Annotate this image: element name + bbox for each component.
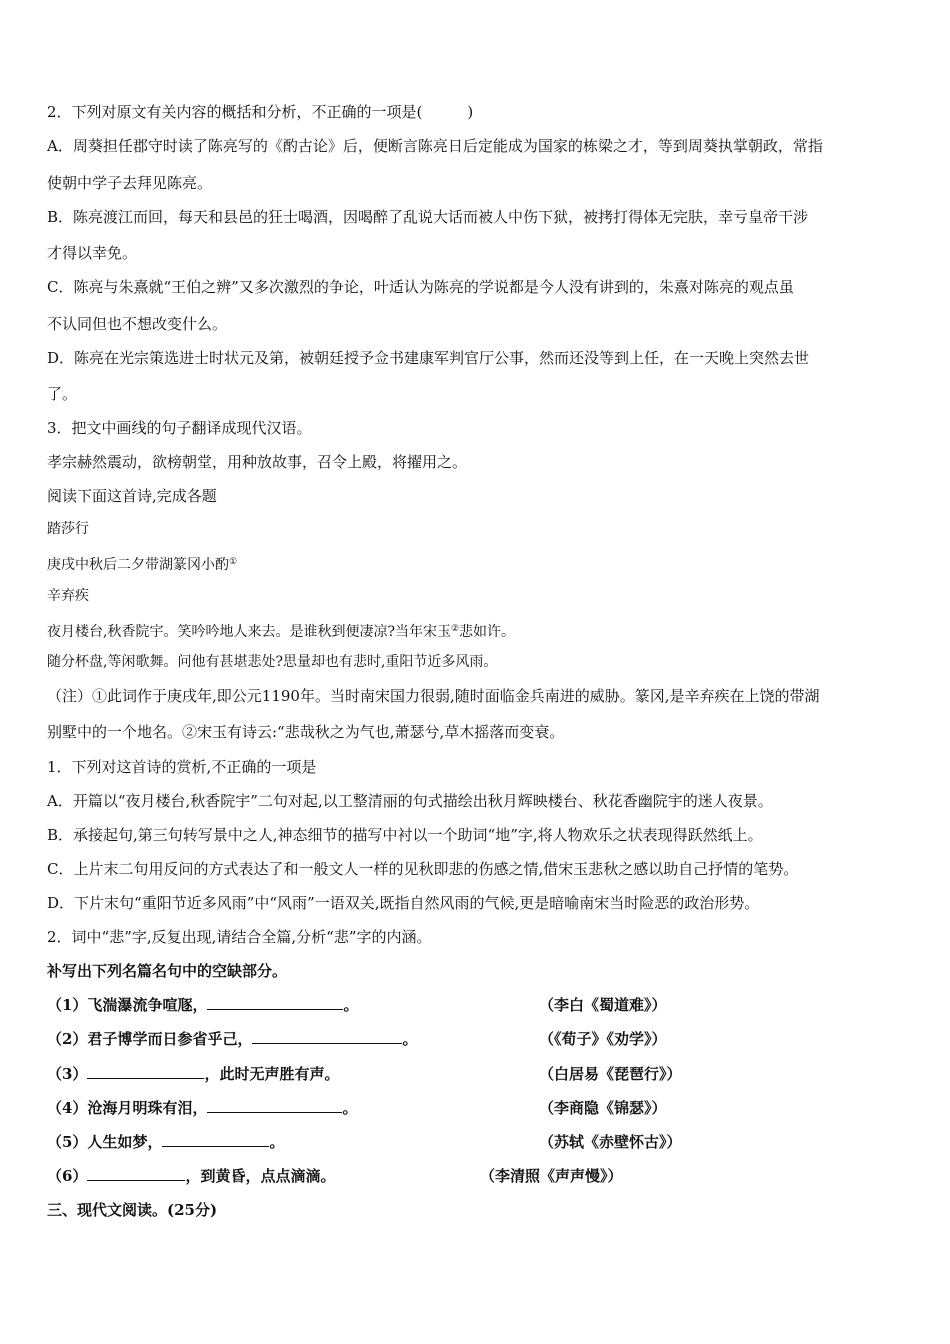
- poem-author: 辛弃疾: [47, 588, 89, 604]
- fill-item-3-source: （白居易《琵琶行》）: [539, 1065, 682, 1083]
- poem-subtitle-text: 庚戌中秋后二夕带湖篆冈小酌: [47, 557, 229, 573]
- fill-item-4: [47, 1098, 357, 1118]
- fill-item-1-text: （1）飞湍瀑流争喧豗，: [47, 996, 208, 1014]
- question-2-stem: 2．下列对原文有关内容的概括和分析，不正确的一项是( ): [47, 103, 474, 121]
- poem-line-1-b: 悲如许。: [459, 624, 516, 640]
- poem-note-line-1: （注）①此词作于庚戌年,即公元1190年。当时南宋国力很弱,随时面临金兵南进的威胁。篆冈,是辛弃疾在上饶的带湖: [47, 687, 820, 705]
- fill-item-6: [47, 1166, 335, 1186]
- fill-item-1-end: 。: [343, 996, 359, 1014]
- q2-option-a-line-2: 使朝中学子去拜见陈亮。: [47, 174, 213, 192]
- poem-q1-option-b: B．承接起句,第三句转写景中之人,神态细节的描写中衬以一个助词“地”字,将人物欢乐之状表现得跃然纸上。: [47, 826, 763, 844]
- fill-item-6-source: （李清照《声声慢》）: [480, 1167, 623, 1185]
- q2-option-d-line-1: D．陈亮在光宗策选进士时状元及第，被朝廷授予佥书建康军判官厅公事，然而还没等到上任，在一天晚上突然去世: [47, 349, 810, 367]
- fill-item-3-text: （3）: [47, 1065, 88, 1083]
- poem-title: 踏莎行: [47, 521, 89, 537]
- poem-question-1-stem: 1．下列对这首诗的赏析,不正确的一项是: [47, 758, 317, 776]
- q2-option-a-line-1: A．周葵担任郡守时读了陈亮写的《酌古论》后，便断言陈亮日后定能成为国家的栋梁之才，等到周葵执掌朝政，常指: [47, 137, 823, 155]
- poem-line-2: 随分杯盘,等闲歌舞。问他有甚堪悲处?思量却也有悲时,重阳节近多风雨。: [47, 654, 498, 670]
- footnote-mark-2: ②: [450, 624, 460, 634]
- q2-option-b-line-2: 才得以幸免。: [47, 244, 138, 262]
- answer-blank: [207, 995, 343, 1010]
- answer-blank: [87, 1166, 185, 1181]
- section-3-heading: 三、现代文阅读。(25分): [47, 1201, 218, 1219]
- question-3-stem: 3．把文中画线的句子翻译成现代汉语。: [47, 419, 312, 437]
- poem-line-1: [47, 619, 515, 642]
- fill-item-5-text: （5）人生如梦，: [47, 1133, 163, 1151]
- fill-item-1-source: （李白《蜀道难》）: [539, 996, 667, 1014]
- fill-item-6-end: ，到黄昏，点点滴滴。: [185, 1167, 336, 1185]
- poem-question-2: 2．词中“悲”字,反复出现,请结合全篇,分析“悲”字的内涵。: [47, 928, 432, 946]
- fill-item-4-end: 。: [342, 1099, 358, 1117]
- poem-line-1-a: 夜月楼台,秋香院宇。笑吟吟地人来去。是谁秋到便凄凉?当年宋玉: [47, 624, 451, 640]
- fill-item-2-text: （2）君子博学而日参省乎己，: [47, 1030, 253, 1048]
- fill-item-3: [47, 1064, 339, 1084]
- fill-item-5-end: 。: [269, 1133, 285, 1151]
- fill-item-2: [47, 1029, 417, 1049]
- q2-option-c-line-2: 不认同但也不想改变什么。: [47, 315, 228, 333]
- poem-q1-option-a: A．开篇以“夜月楼台,秋香院宇”二句对起,以工整清丽的句式描绘出秋月辉映楼台、秋花香幽院宇的迷人夜景。: [47, 792, 773, 810]
- poem-q1-option-d: D．下片末句“重阳节近多风雨”中“风雨”一语双关,既指自然风雨的气候,更是暗喻南宋当时险恶的政治形势。: [47, 894, 760, 912]
- q2-option-d-line-2: 了。: [47, 385, 78, 403]
- fill-item-1: [47, 995, 358, 1015]
- fill-item-4-text: （4）沧海月明珠有泪，: [47, 1099, 208, 1117]
- fill-item-2-source: （《荀子》《劝学》）: [539, 1030, 667, 1048]
- poem-note-line-2: 别墅中的一个地名。②宋玉有诗云:“悲哉秋之为气也,萧瑟兮,草木摇落而变衰。: [47, 723, 565, 741]
- fill-in-heading: 补写出下列名篇名句中的空缺部分。: [47, 962, 288, 980]
- question-3-sentence: 孝宗赫然震动，欲榜朝堂，用种放故事，召令上殿，将擢用之。: [47, 453, 468, 471]
- poem-subtitle: [47, 552, 237, 575]
- fill-item-4-source: （李商隐《锦瑟》）: [539, 1099, 667, 1117]
- answer-blank: [252, 1029, 402, 1044]
- poem-q1-option-c: C．上片末二句用反问的方式表达了和一般文人一样的见秋即悲的伤感之情,借宋玉悲秋之感以助自己抒情的笔势。: [47, 860, 799, 878]
- poem-instruction: 阅读下面这首诗,完成各题: [47, 487, 217, 505]
- answer-blank: [87, 1064, 204, 1079]
- answer-blank: [162, 1132, 269, 1147]
- fill-item-2-end: 。: [402, 1030, 418, 1048]
- fill-item-6-text: （6）: [47, 1167, 88, 1185]
- fill-item-5: [47, 1132, 284, 1152]
- fill-item-5-source: （苏轼《赤壁怀古》）: [539, 1133, 682, 1151]
- q2-option-b-line-1: B．陈亮渡江而回，每天和县邑的狂士喝酒，因喝醉了乱说大话而被人中伤下狱，被拷打得体无完肤，幸亏皇帝干涉: [47, 208, 809, 226]
- q2-option-c-line-1: C．陈亮与朱熹就“王伯之辨”又多次激烈的争论，叶适认为陈亮的学说都是今人没有讲到的，朱熹对陈亮的观点虽: [47, 278, 794, 296]
- footnote-mark-1: ①: [229, 557, 238, 567]
- fill-item-3-end: ，此时无声胜有声。: [204, 1065, 340, 1083]
- answer-blank: [207, 1098, 342, 1113]
